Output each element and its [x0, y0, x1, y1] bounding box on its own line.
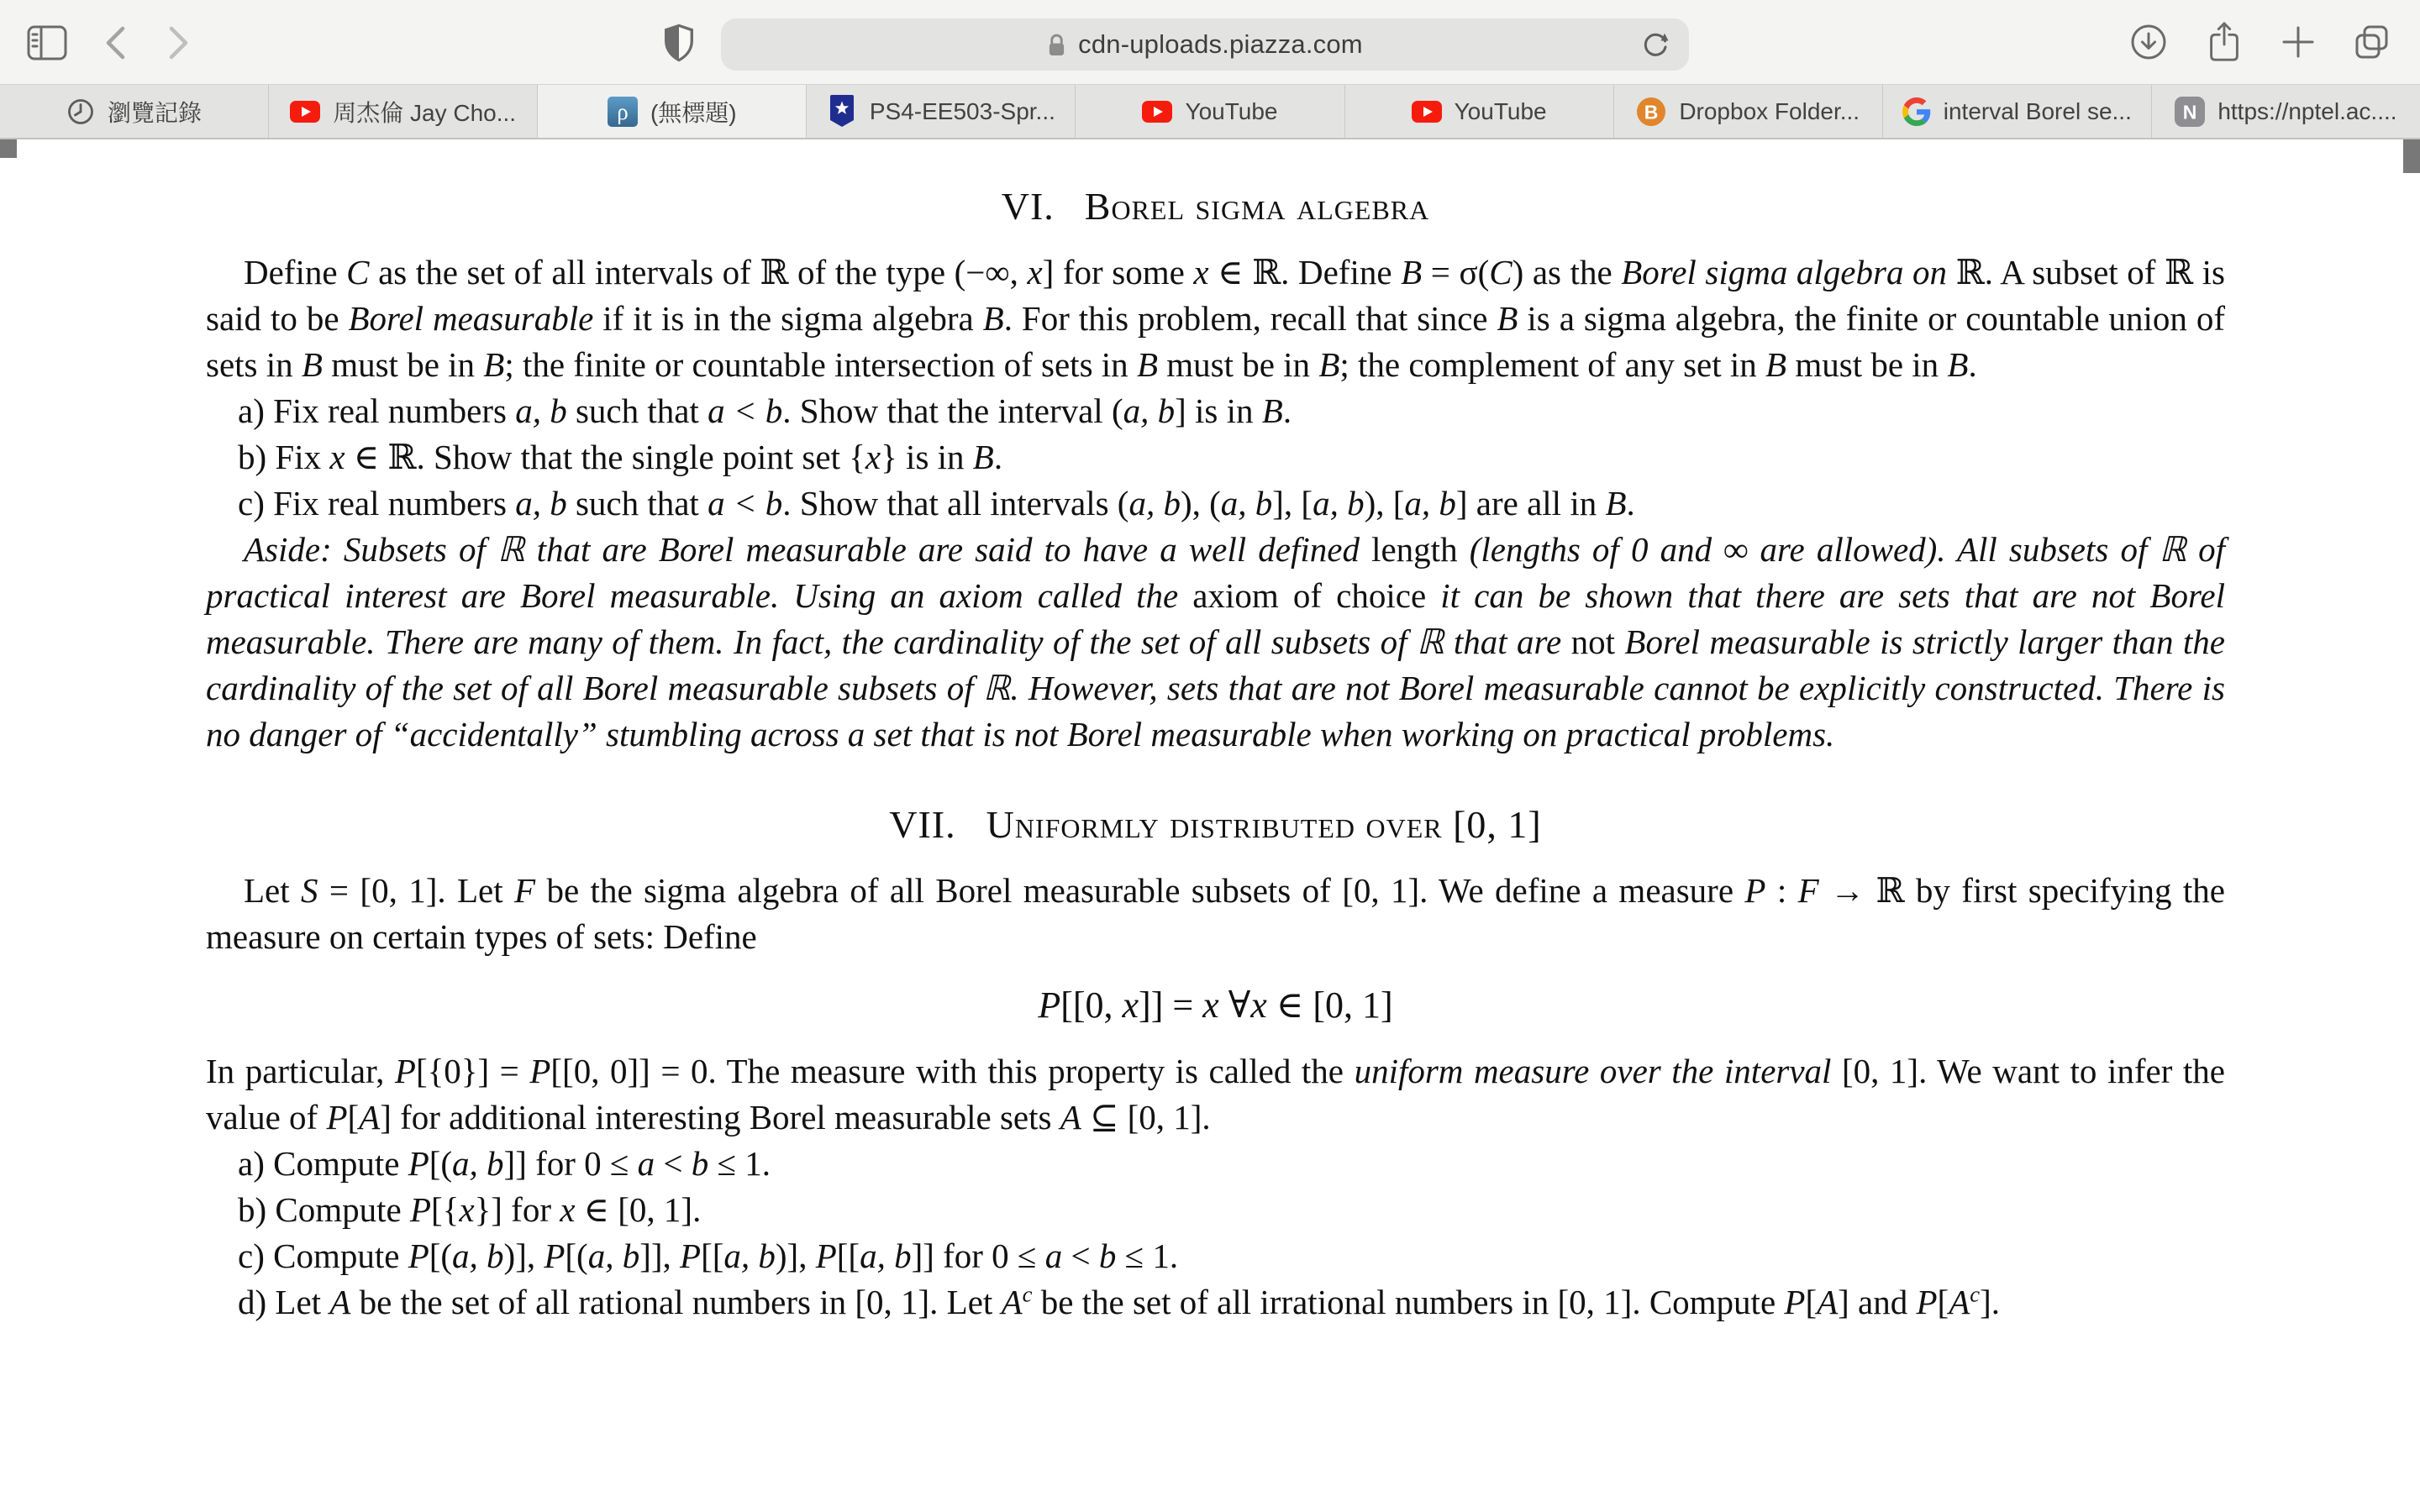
tab-label: https://nptel.ac....: [2217, 97, 2397, 124]
youtube-icon: [290, 101, 320, 123]
section-vii-item-d: d) Let A be the set of all rational numbers in [0, 1]. Let $A^c$ be the set of all irrational numbers in [0, 1]. Compute P[A] and $P[A^c]$.: [238, 1281, 2000, 1321]
pdf-viewport[interactable]: [0, 139, 2420, 1512]
privacy-shield-icon: [663, 24, 695, 62]
url-text: cdn-uploads.piazza.com: [1078, 29, 1363, 59]
tab-google-search[interactable]: [1882, 85, 2151, 138]
section-vi-item-a: a) Fix real numbers a, b such that a < b. Show that the interval (a, b] is in B.: [238, 391, 1292, 430]
tab-label: YouTube: [1454, 97, 1547, 124]
display-equation: P[[0, x]] = x ∀x ∈ [0, 1]: [1038, 984, 1393, 1026]
tab-label: YouTube: [1185, 97, 1278, 124]
pdf-background-corner-left: [0, 139, 17, 158]
new-tab-button[interactable]: [2281, 24, 2316, 64]
tab-label: 周杰倫 Jay Cho...: [333, 99, 517, 126]
tab-youtube-2[interactable]: [1344, 85, 1613, 138]
google-g-icon: [1902, 97, 1931, 126]
privacy-report-button[interactable]: [657, 24, 701, 62]
section-number: VII.: [889, 803, 956, 846]
sidebar-toggle-icon: [26, 24, 68, 61]
pdf-scrollbar-top[interactable]: [2403, 139, 2420, 173]
tab-youtube-jay-chou[interactable]: [268, 85, 537, 138]
piazza-letter: ρ: [617, 98, 629, 124]
downloads-button[interactable]: [2129, 23, 2168, 66]
section-vii-item-b: b) Compute P[{x}] for x ∈ [0, 1].: [238, 1190, 702, 1229]
section-vi-intro: Define C as the set of all intervals of ℝ of the type (−∞, x] for some x ∈ ℝ. Define B = σ(C) as the Borel sigma algebra on ℝ. A subset of ℝ is said to be Borel measurable if it is in the sigma algebra B. For this problem, recall that since B is a sigma algebra, the finite or countable union of sets in B must be in B; the finite or countable intersection of sets in B must be in B; the complement of any set in B must be in B.: [206, 253, 2226, 384]
forward-chevron-icon: [164, 24, 192, 61]
history-clock-icon: [66, 97, 95, 126]
section-number: VI.: [1001, 185, 1055, 228]
nptel-letter: N: [2183, 101, 2197, 123]
section-vi-item-b: b) Fix x ∈ ℝ. Show that the single point set {x} is in B.: [238, 438, 1003, 476]
reload-icon: [1640, 29, 1670, 60]
new-tab-plus-icon: [2281, 24, 2316, 60]
tab-label: Dropbox Folder...: [1679, 97, 1860, 124]
tab-overview-button[interactable]: [2353, 23, 2391, 66]
tab-label: PS4-EE503-Spr...: [869, 97, 1055, 124]
tab-label: interval Borel se...: [1943, 97, 2132, 124]
section-vii-item-c: c) Compute P[(a, b)], P[(a, b]], P[[a, b)], P[[a, b]] for 0 ≤ a < b ≤ 1.: [238, 1236, 1179, 1275]
tab-piazza-untitled-active[interactable]: [537, 85, 806, 138]
section-title: Borel sigma algebra: [1084, 185, 1430, 228]
youtube-icon: [1412, 101, 1442, 123]
tab-label: (無標題): [650, 99, 737, 126]
section-title: Uniformly distributed over [0, 1]: [986, 803, 1542, 846]
dropbox-circle-icon: [1636, 97, 1666, 127]
sidebar-toggle-button[interactable]: [25, 24, 69, 62]
section-vii-after-equation: In particular, P[{0}] = P[[0, 0]] = 0. The measure with this property is called the uniform measure over the interval [0, 1]. We want to infer the value of P[A] for additional interesting Borel measurable sets A ⊆ [0, 1].: [206, 1052, 2225, 1137]
forward-button[interactable]: [156, 24, 200, 62]
lock-icon: [1047, 32, 1066, 58]
back-chevron-icon: [102, 24, 130, 61]
tab-overview-icon: [2353, 23, 2391, 61]
section-vi-heading: [206, 183, 2225, 229]
tab-nptel[interactable]: [2151, 85, 2420, 138]
star-badge-icon: [827, 94, 857, 129]
tab-history[interactable]: [0, 85, 268, 138]
share-button[interactable]: [2205, 20, 2244, 68]
section-vii-heading: [206, 801, 2225, 848]
section-vi-aside: Aside: Subsets of ℝ that are Borel measurable are said to have a well defined length (lengths of 0 and ∞ are allowed). All subsets of ℝ of practical interest are Borel measurable. Using an axiom called the axiom of choice it can be shown that there are sets that are not Borel measurable. There are many of them. In fact, the cardinality of the set of all subsets of ℝ that are not Borel measurable is strictly larger than the cardinality of the set of all Borel measurable subsets of ℝ. However, sets that are not Borel measurable cannot be explicitly constructed. There is no danger of “accidentally” stumbling across a set that is not Borel measurable when working on practical problems.: [206, 530, 2225, 753]
tab-ps4-ee503[interactable]: [806, 85, 1075, 138]
pdf-page: [206, 139, 2225, 1326]
section-vii-intro: Let S = [0, 1]. Let F be the sigma algebra of all Borel measurable subsets of [0, 1]. We define a measure P : F → ℝ by first specifying the measure on certain types of sets: Define: [206, 871, 2225, 956]
youtube-icon: [1142, 101, 1172, 123]
share-icon: [2205, 20, 2244, 64]
download-icon: [2129, 23, 2168, 61]
piazza-icon: [608, 97, 638, 127]
tab-bar: [0, 84, 2420, 139]
dropbox-letter: B: [1644, 101, 1659, 123]
back-button[interactable]: [94, 24, 138, 62]
section-vii-item-a: a) Compute P[(a, b]] for 0 ≤ a < b ≤ 1.: [238, 1144, 771, 1183]
browser-toolbar: [0, 0, 2420, 84]
tab-dropbox-folder[interactable]: [1613, 85, 1882, 138]
tab-label: 瀏覽記錄: [108, 99, 203, 126]
section-vi-item-c: c) Fix real numbers a, b such that a < b. Show that all intervals (a, b), (a, b], [a, b), [a, b] are all in B.: [238, 484, 1635, 522]
reload-button[interactable]: [1640, 29, 1670, 64]
tab-youtube-1[interactable]: [1075, 85, 1344, 138]
url-field[interactable]: [721, 18, 1689, 71]
nptel-n-icon: [2175, 97, 2205, 127]
